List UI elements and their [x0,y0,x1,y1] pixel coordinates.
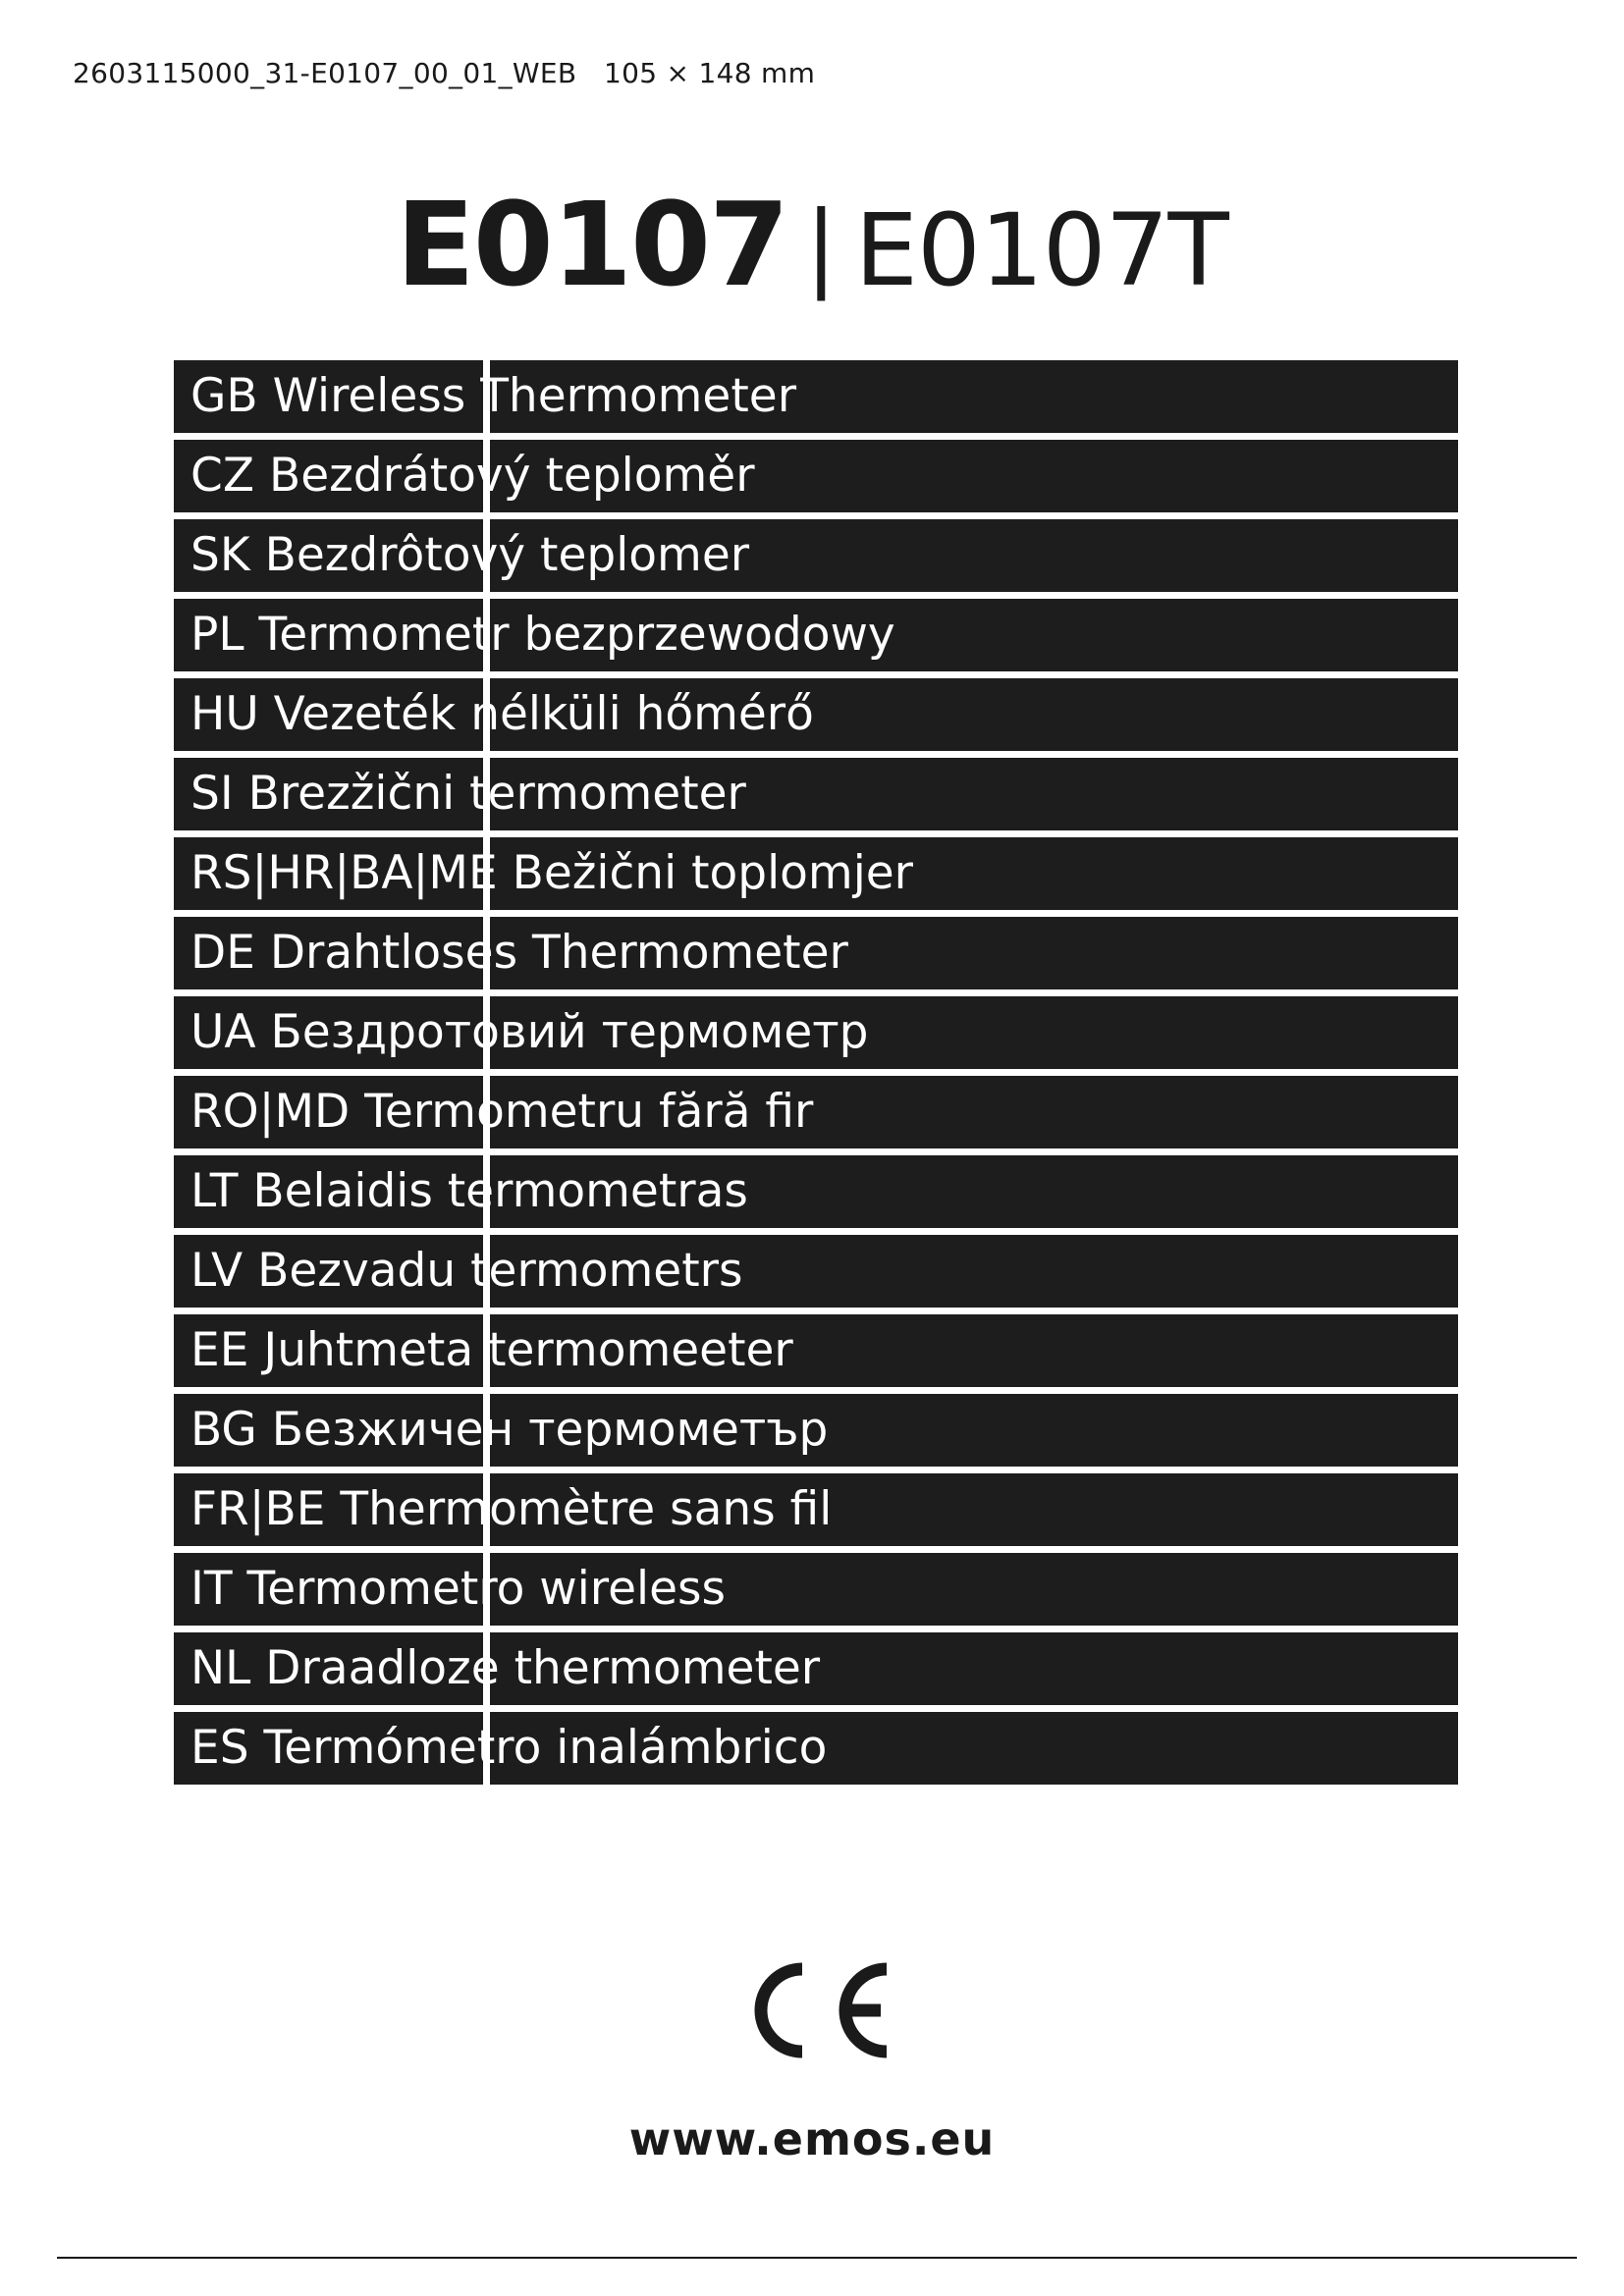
language-row [174,1712,1458,1785]
language-label: UA Бездротовий термометр [190,1005,869,1059]
print-metadata: 2603115000_31-E0107_00_01_WEB 105 × 148 mm [73,57,816,89]
language-row [174,837,1458,917]
language-label: GB Wireless Thermometer [190,369,797,423]
language-label: LV Bezvadu termometrs [190,1244,743,1298]
language-label: BG Безжичен термометър [190,1403,829,1457]
language-label: RO|MD Termometru fără fir [190,1085,814,1139]
language-label: ES Termómetro inalámbrico [190,1721,828,1775]
language-row [174,758,1458,837]
language-row [174,360,1458,440]
language-label: SI Brezžični termometer [190,767,746,821]
language-label: PL Termometr bezprzewodowy [190,608,895,662]
language-label: EE Juhtmeta termomeeter [190,1323,793,1377]
language-row [174,1076,1458,1155]
bottom-rule [57,2257,1577,2259]
ce-mark-icon [737,1955,894,2065]
language-label: DE Drahtloses Thermometer [190,926,848,980]
language-row [174,678,1458,758]
title-separator: | [805,191,838,301]
model-number-main: E0107 [396,177,788,312]
language-list [174,360,1458,1785]
language-label: FR|BE Thermomètre sans fil [190,1482,833,1536]
model-number-alt: E0107T [854,192,1228,309]
language-label: RS|HR|BA|ME Bežični toplomjer [190,846,914,900]
language-label: HU Vezeték nélküli hőmérő [190,687,814,741]
language-row [174,917,1458,996]
language-row [174,996,1458,1076]
website-url: www.emos.eu [628,2112,996,2165]
language-row [174,599,1458,678]
language-row [174,1235,1458,1314]
language-label: NL Draadloze thermometer [190,1641,821,1695]
language-row [174,1155,1458,1235]
language-row [174,440,1458,519]
language-row [174,1314,1458,1394]
language-label: LT Belaidis termometras [190,1164,748,1218]
language-row [174,1473,1458,1553]
language-label: SK Bezdrôtový teplomer [190,528,750,582]
language-row [174,1394,1458,1473]
language-label: CZ Bezdrátový teploměr [190,449,755,503]
language-row [174,1632,1458,1712]
language-row [174,1553,1458,1632]
page-title [0,177,1624,312]
language-row [174,519,1458,599]
language-label: IT Termometro wireless [190,1562,726,1616]
